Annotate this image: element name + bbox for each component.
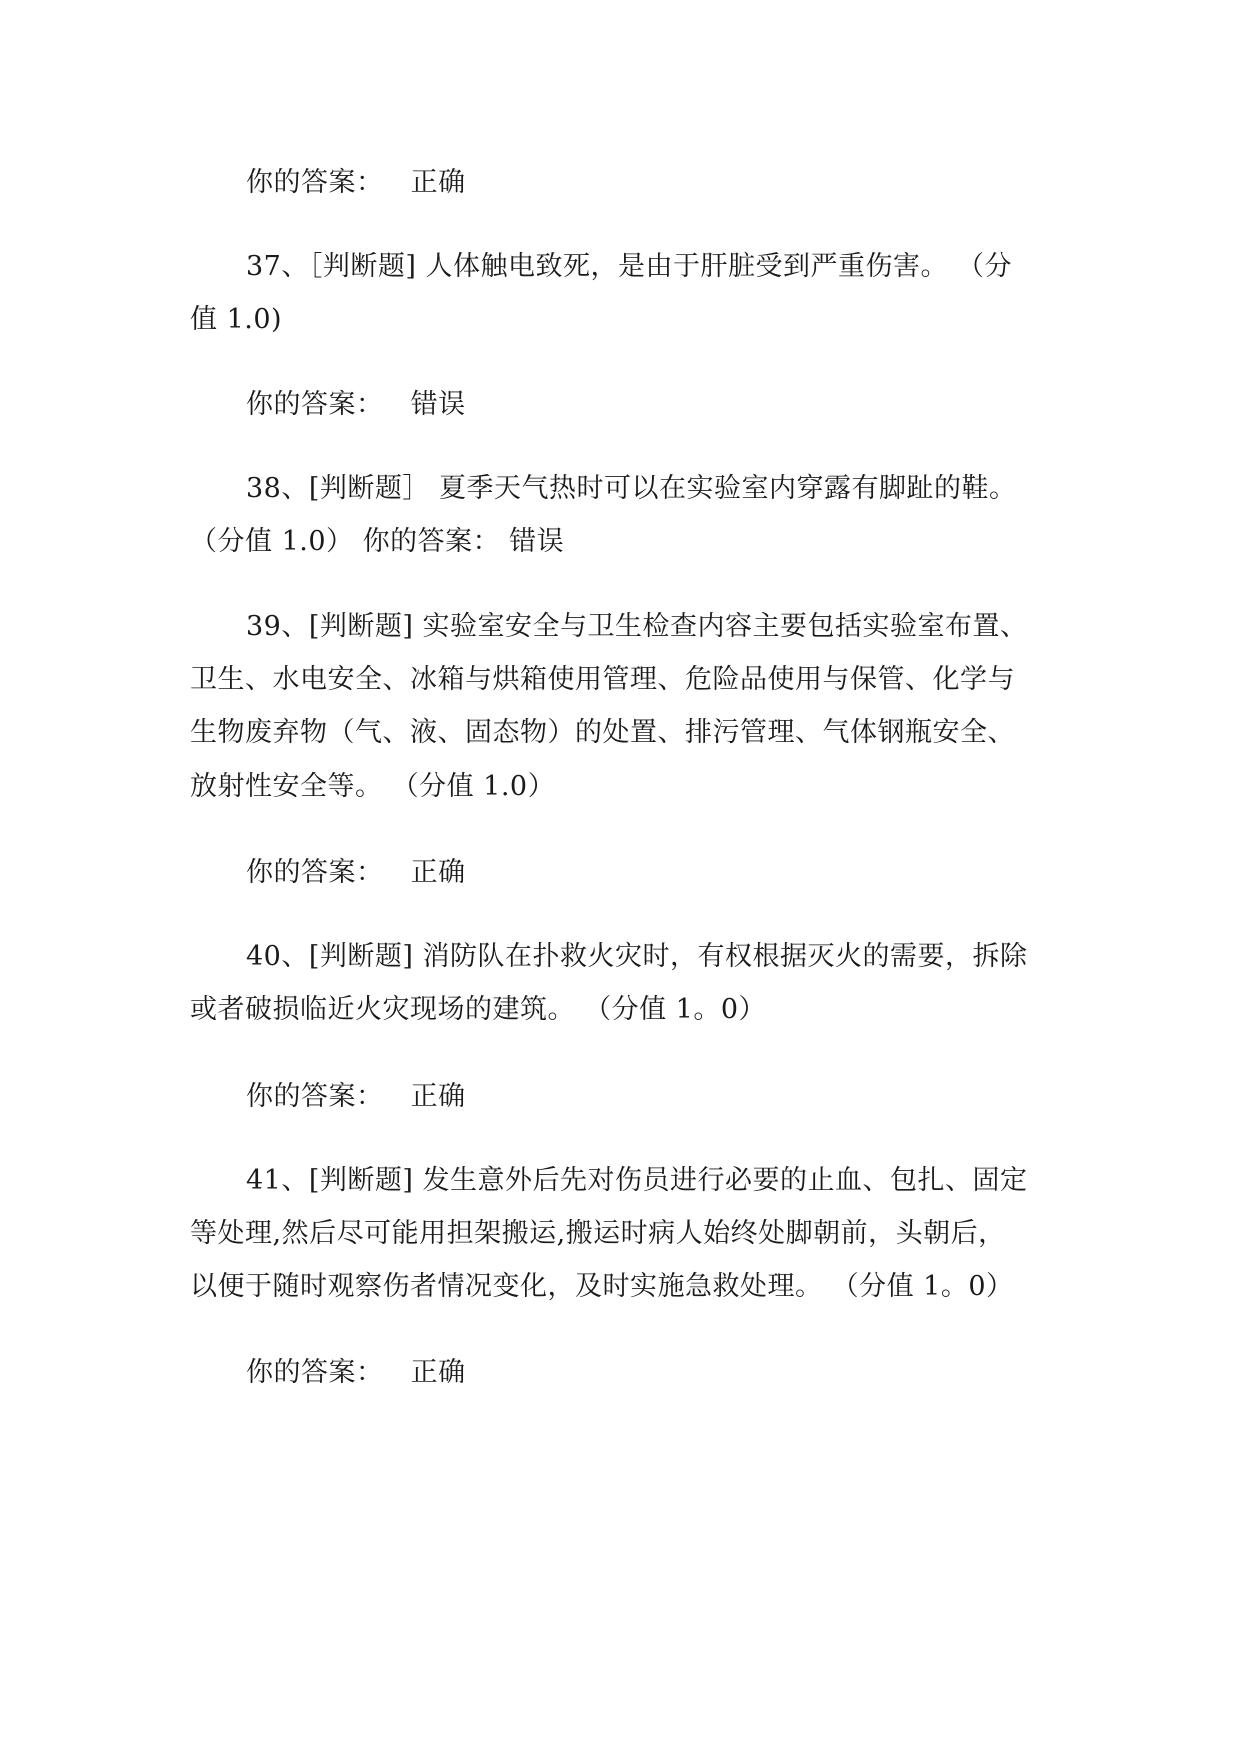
question-text-line: 卫生、水电安全、冰箱与烘箱使用管理、危险品使用与保管、化学与	[190, 664, 1015, 695]
question-text-line: 以便于随时观察伤者情况变化，及时实施急救处理。 （分值 1。0）	[190, 1271, 1014, 1302]
answer-label: 你的答案：	[246, 1081, 384, 1112]
question-text-line: 值 1.0)	[190, 304, 283, 335]
answer-line	[246, 1080, 1136, 1114]
question-text-line: 或者破损临近火灾现场的建筑。 （分值 1。0）	[190, 994, 767, 1025]
answer-label: 你的答案：	[246, 857, 384, 888]
question-text-line: （分值 1.0） 你的答案： 错误	[190, 526, 565, 557]
question-text-line: 37、［判断题] 人体触电致死，是由于肝脏受到严重伤害。 （分	[246, 251, 1013, 282]
answer-value: 正确	[410, 1357, 466, 1388]
question-text-line: 生物废弃物（气、液、固态物）的处置、排污管理、气体钢瓶安全、	[190, 717, 1015, 748]
question-text-line: 40、[判断题] 消防队在扑救火灾时，有权根据灭火的需要，拆除	[246, 941, 1028, 972]
answer-value: 正确	[410, 167, 466, 198]
question-text-line: 39、[判断题] 实验室安全与卫生检查内容主要包括实验室布置、	[246, 611, 1028, 642]
answer-value: 正确	[410, 1081, 466, 1112]
answer-line	[246, 166, 1136, 200]
answer-line	[246, 388, 1136, 422]
answer-line	[246, 856, 1136, 890]
answer-label: 你的答案：	[246, 167, 384, 198]
answer-value: 错误	[410, 389, 466, 420]
answer-label: 你的答案：	[246, 1357, 384, 1388]
question-text-line: 38、[判断题］ 夏季天气热时可以在实验室内穿露有脚趾的鞋。	[246, 473, 1017, 504]
answer-line	[246, 1356, 1136, 1390]
answer-value: 正确	[410, 857, 466, 888]
question-text-line: 放射性安全等。 （分值 1.0）	[190, 771, 556, 802]
answer-label: 你的答案：	[246, 389, 384, 420]
question-text-line: 等处理,然后尽可能用担架搬运,搬运时病人始终处脚朝前，头朝后，	[190, 1218, 1006, 1249]
question-text-line: 41、[判断题] 发生意外后先对伤员进行必要的止血、包扎、固定	[246, 1165, 1028, 1196]
